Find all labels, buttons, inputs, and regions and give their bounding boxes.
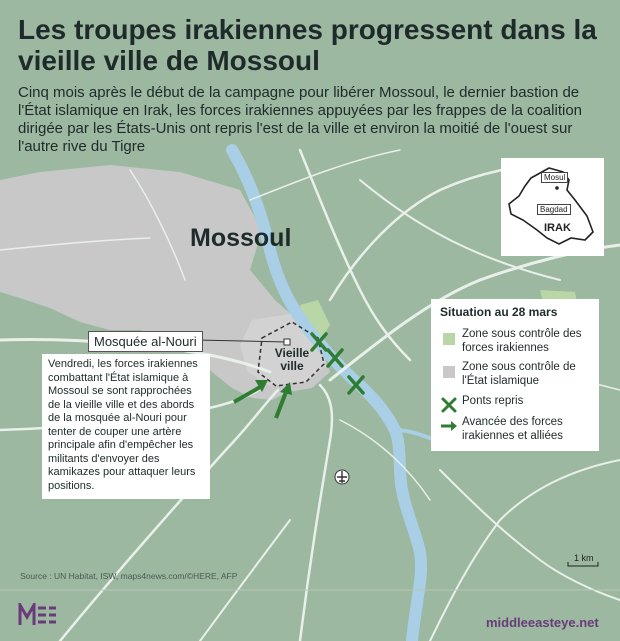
legend-symbol <box>440 396 458 414</box>
source-text: Source : UN Habitat, ISW, maps4news.com/©HERE, AFP <box>20 571 238 581</box>
iraqi-zone-swatch <box>443 333 455 345</box>
legend-item-advance <box>440 415 596 445</box>
legend-symbol <box>440 329 458 347</box>
isis-zone-swatch <box>443 366 455 378</box>
legend-item-iraqi-zone <box>440 327 596 357</box>
legend-label: Avancée des forces irakiennes et alliées <box>462 416 564 442</box>
legend-label: Zone sous contrôle des forces irakiennes <box>462 328 582 354</box>
legend-symbol <box>440 417 458 435</box>
inset-label-mosul: Mosul <box>541 172 568 183</box>
locator-inset <box>501 158 604 256</box>
legend-label: Ponts repris <box>462 395 524 407</box>
brand-link[interactable]: middleeasteye.net <box>486 615 599 630</box>
mosque-label: Mosquée al-Nouri <box>88 331 203 352</box>
inset-country-label: IRAK <box>544 222 571 234</box>
scale-label: 1 km <box>574 553 594 563</box>
advance-arrow-icon <box>440 417 458 435</box>
legend-label: Zone sous contrôle de l'État islamique <box>462 361 576 387</box>
mee-logo <box>18 603 58 627</box>
legend-symbol <box>440 362 458 380</box>
airplane-icon <box>335 470 349 484</box>
mosque-marker-icon <box>284 339 290 345</box>
page-title: Les troupes irakiennes progressent dans la vieille ville de Mossoul <box>18 14 597 76</box>
legend-item-isis-zone <box>440 360 596 390</box>
news-text-box: Vendredi, les forces irakiennes combattant l'État islamique à Mossoul se sont rapprochées de la vieille ville et des abords de la mosquée al-Nouri pour tenter de couper une artère principale afin d'empêcher les militants d'envoyer des kamikazes pour attaquer leurs positions. <box>42 354 210 499</box>
inset-label-bagdad: Bagdad <box>537 204 571 215</box>
legend <box>431 299 599 451</box>
bridge-cross-icon <box>440 396 458 414</box>
page-subtitle: Cinq mois après le début de la campagne pour libérer Mossoul, le dernier bastion de l'État islamique en Irak, les forces irakiennes appuyées par les frappes de la coalition dirigée par les États-Unis ont repris l'est de la ville et environ la moitié de l'ouest sur l'autre rive du Tigre <box>18 84 583 155</box>
legend-title: Situation au 28 mars <box>440 305 558 319</box>
old-city-label: Vieille ville <box>274 346 310 373</box>
city-label: Mossoul <box>190 224 292 252</box>
